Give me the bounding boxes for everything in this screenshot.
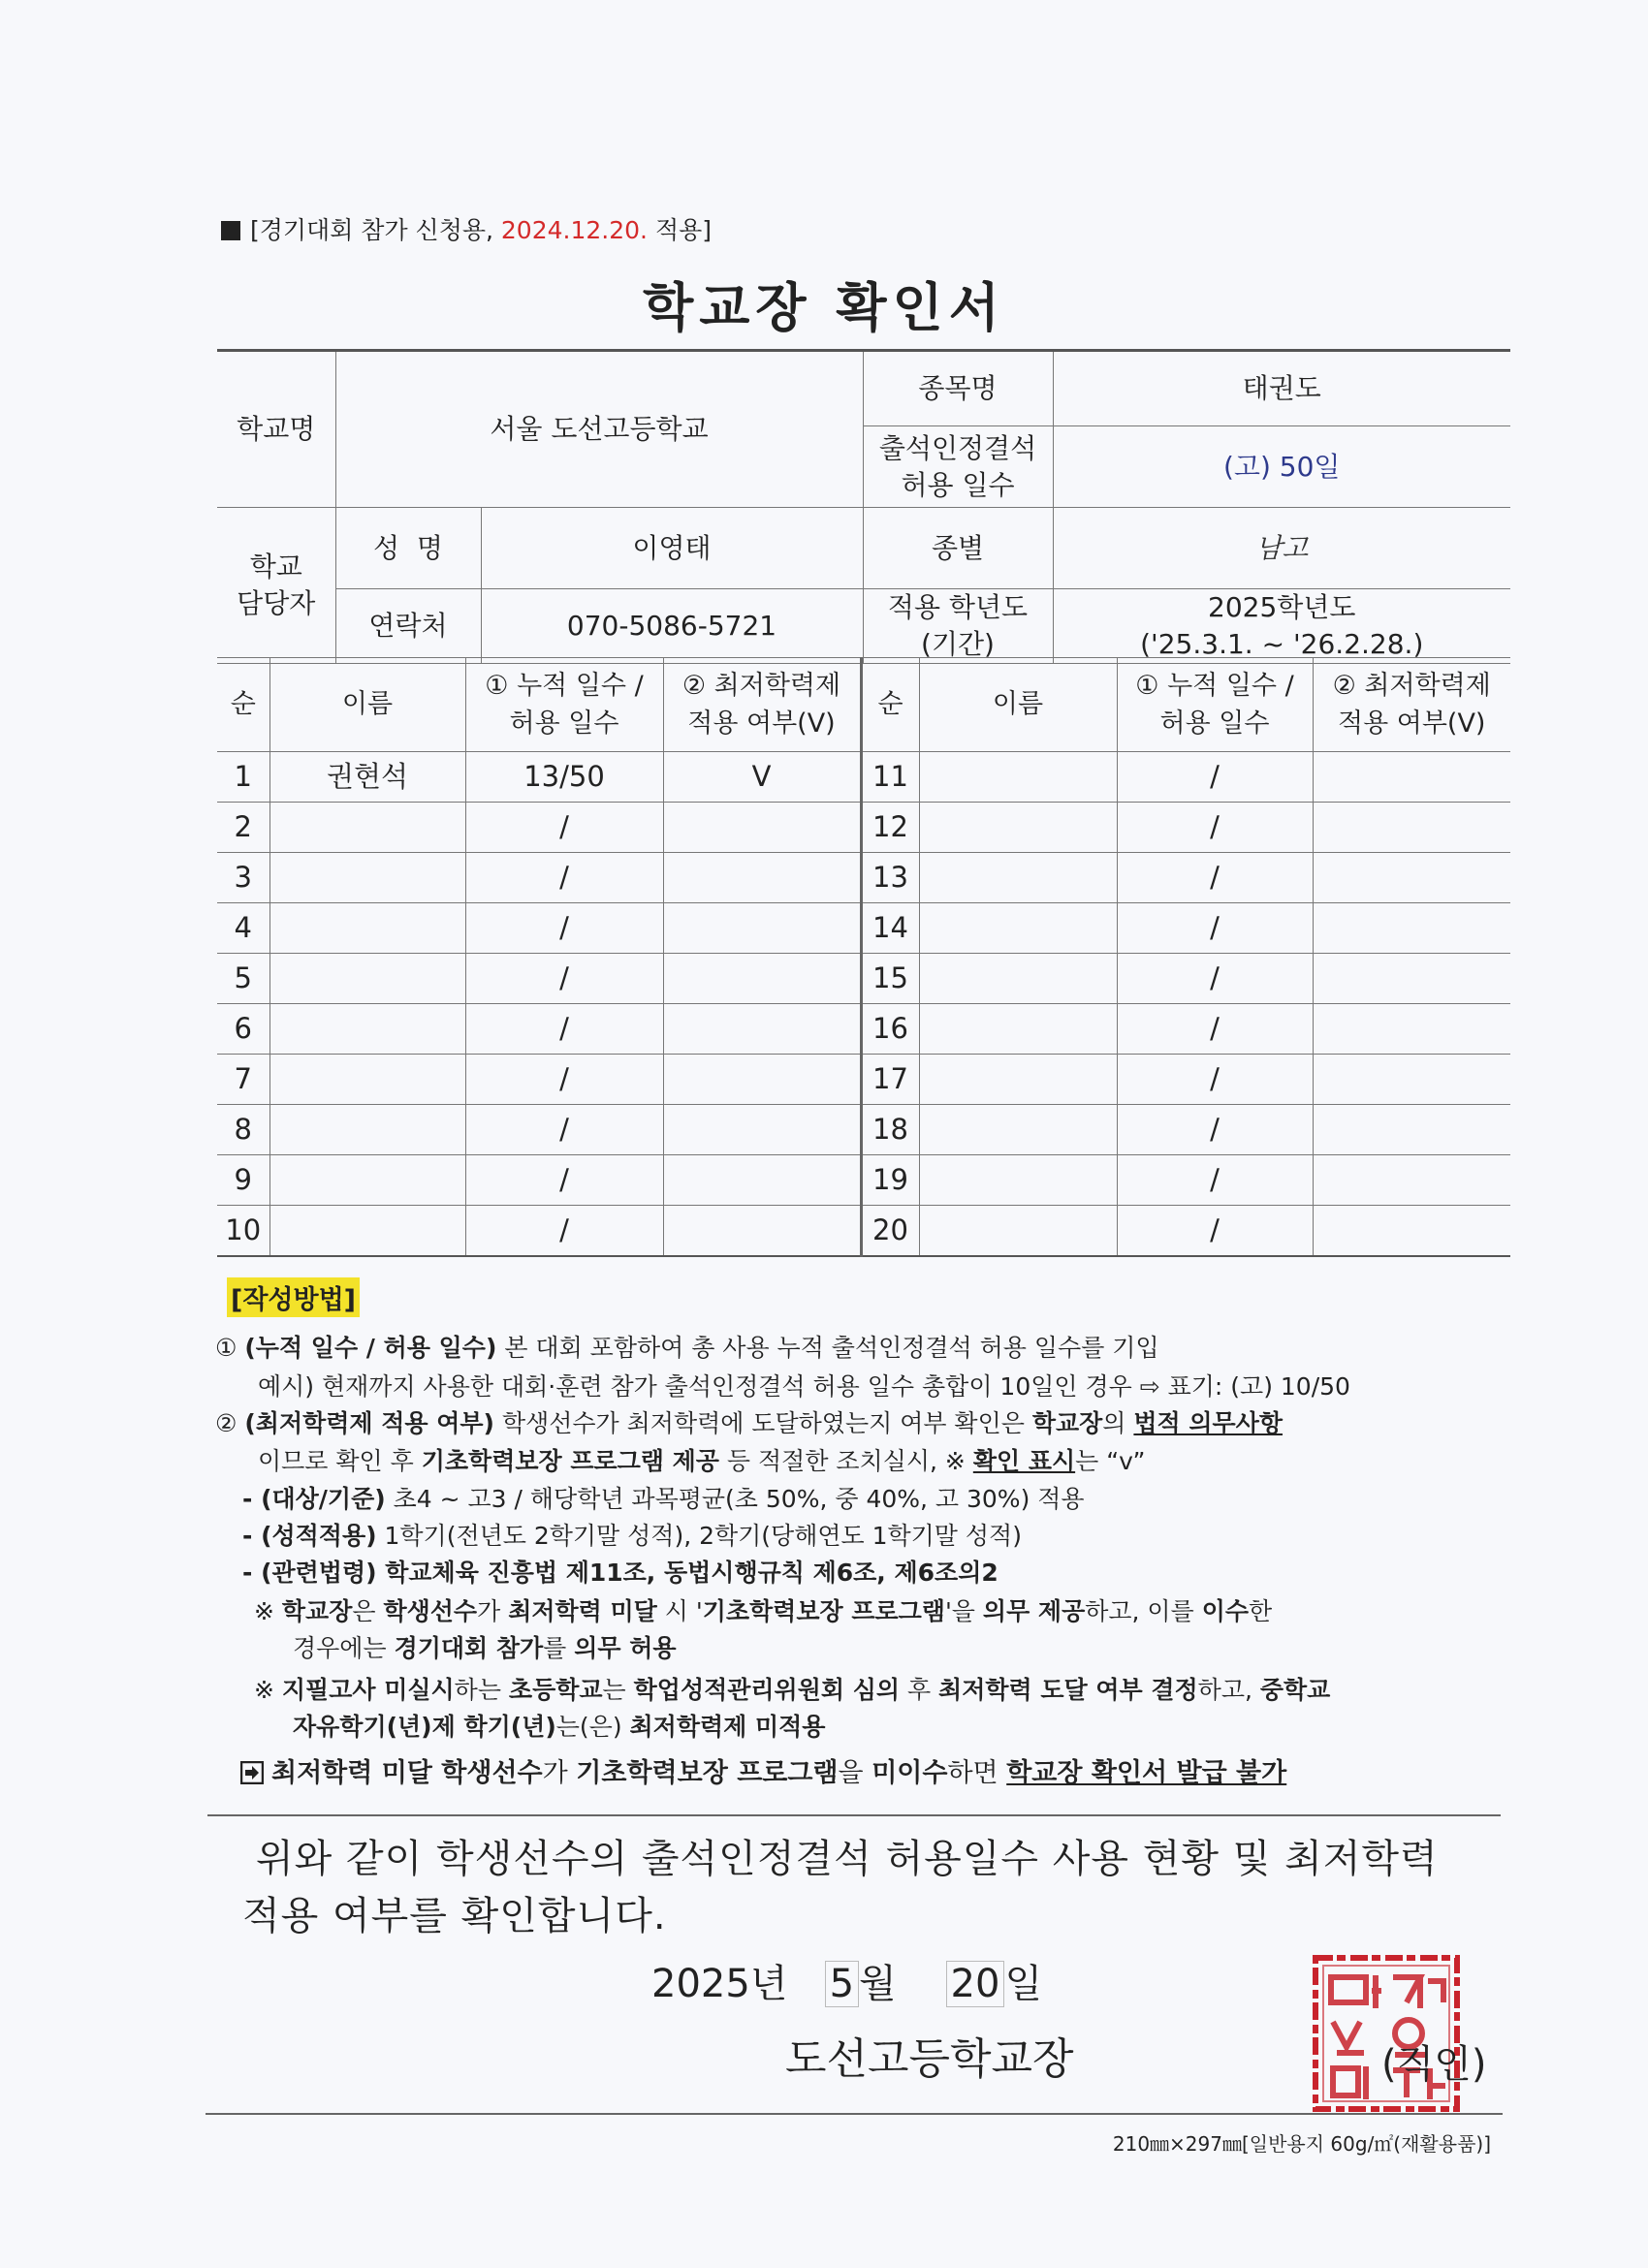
student-check-cell	[663, 853, 861, 903]
student-name-cell	[919, 954, 1117, 1004]
student-no-cell: 17	[861, 1055, 919, 1105]
absence-days-label: 출석인정결석 허용 일수	[863, 426, 1053, 508]
table-row	[217, 1105, 1510, 1155]
student-no-cell: 4	[217, 903, 269, 954]
student-no-cell: 8	[217, 1105, 269, 1155]
table-row	[217, 954, 1510, 1004]
student-name-cell	[919, 1206, 1117, 1257]
student-name-cell	[919, 1105, 1117, 1155]
student-check-cell	[663, 803, 861, 853]
student-check-cell	[663, 1004, 861, 1055]
student-no-cell: 11	[861, 752, 919, 803]
school-name-value: 서울 도선고등학교	[335, 351, 863, 508]
method-item-1: ① (누적 일수 / 허용 일수) 본 대회 포함하여 총 사용 누적 출석인정결석 허용 일수를 기입	[215, 1334, 1159, 1362]
table-row	[217, 1155, 1510, 1206]
note-date: 2024.12.20.	[500, 216, 648, 244]
student-name-cell	[919, 1055, 1117, 1105]
student-check-cell	[1313, 803, 1510, 853]
student-no-cell: 12	[861, 803, 919, 853]
student-no-cell: 3	[217, 853, 269, 903]
method-note-1-line2: 경우에는 경기대회 참가를 의무 허용	[293, 1634, 677, 1662]
student-name-cell	[919, 853, 1117, 903]
method-note-2-line2: 자유학기(년)제 학기(년)는(은) 최저학력제 미적용	[293, 1713, 826, 1741]
student-days-cell: /	[465, 954, 663, 1004]
student-days-cell: /	[1117, 1055, 1313, 1105]
student-name-cell	[919, 803, 1117, 853]
form-note: [경기대회 참가 신청용, 2024.12.20. 적용]	[221, 211, 712, 246]
student-name-cell	[919, 752, 1117, 803]
student-no-cell: 2	[217, 803, 269, 853]
method-note-2: ※ 지필고사 미실시하는 초등학교는 학업성적관리위원회 심의 후 최저학력 도달 여부 결정하고, 중학교	[254, 1676, 1331, 1704]
confirmation-date: 2025년 5 월 20 일	[651, 1962, 1043, 2006]
school-year-value: 2025학년도 ('25.3.1. ~ '26.2.28.)	[1053, 589, 1510, 664]
method-item-2-line2: 이므로 확인 후 기초학력보장 프로그램 제공 등 적절한 조치실시, ※ 확인 표시는 “v”	[258, 1447, 1146, 1475]
warning-line: 최저학력 미달 학생선수가 기초학력보장 프로그램을 미이수하면 학교장 확인서 발급 불가	[240, 1760, 1286, 1786]
seal-label: (직인)	[1381, 2042, 1487, 2087]
student-check-cell	[1313, 853, 1510, 903]
student-days-cell: /	[1117, 1105, 1313, 1155]
table-row	[217, 1206, 1510, 1257]
student-name-cell	[269, 853, 465, 903]
student-days-cell: /	[1117, 954, 1313, 1004]
method-sub-grades: - (성적적용) 1학기(전년도 2학기말 성적), 2학기(당해연도 1학기말 성적)	[242, 1522, 1022, 1550]
student-check-cell	[663, 1206, 861, 1257]
student-check-cell	[1313, 1105, 1510, 1155]
table-row	[217, 853, 1510, 903]
confirmation-line-2: 적용 여부를 확인합니다.	[242, 1894, 667, 1938]
student-days-cell: /	[465, 1155, 663, 1206]
paper-spec: 210㎜×297㎜[일반용지 60g/㎡(재활용품)]	[1112, 2132, 1491, 2156]
student-days-cell: /	[1117, 752, 1313, 803]
student-name-cell	[919, 1155, 1117, 1206]
student-days-cell: /	[465, 1105, 663, 1155]
method-sub-law: - (관련법령) 학교체육 진흥법 제11조, 동법시행규칙 제6조, 제6조의2	[242, 1559, 998, 1587]
sport-value: 태권도	[1053, 351, 1510, 426]
student-check-cell	[663, 1105, 861, 1155]
student-check-cell	[1313, 1155, 1510, 1206]
method-item-2: ② (최저학력제 적용 여부) 학생선수가 최저학력에 도달하였는지 여부 확인은 학교장의 법적 의무사항	[215, 1409, 1284, 1437]
student-no-cell: 13	[861, 853, 919, 903]
page-title: 학교장 확인서	[643, 277, 1005, 338]
student-no-cell: 19	[861, 1155, 919, 1206]
student-days-cell: /	[1117, 1004, 1313, 1055]
student-days-cell: /	[1117, 853, 1313, 903]
header-check: ② 최저학력제 적용 여부(V)	[663, 658, 861, 752]
confirmation-line-1: 위와 같이 학생선수의 출석인정결석 허용일수 사용 현황 및 최저학력	[256, 1837, 1439, 1881]
gender-label: 종별	[863, 508, 1053, 589]
student-name-cell: 권현석	[269, 752, 465, 803]
sport-label: 종목명	[863, 351, 1053, 426]
student-check-cell: V	[663, 752, 861, 803]
student-no-cell: 6	[217, 1004, 269, 1055]
school-year-label: 적용 학년도 (기간)	[863, 589, 1053, 664]
student-days-cell: /	[465, 853, 663, 903]
method-sub-target: - (대상/기준) 초4 ~ 고3 / 해당학년 과목평균(초 50%, 중 40%, 고 30%) 적용	[242, 1485, 1085, 1513]
student-days-cell: /	[465, 1055, 663, 1105]
student-check-cell	[1313, 1206, 1510, 1257]
student-days-cell: /	[1117, 1206, 1313, 1257]
student-name-cell	[269, 1206, 465, 1257]
table-row	[217, 752, 1510, 803]
student-no-cell: 1	[217, 752, 269, 803]
student-no-cell: 10	[217, 1206, 269, 1257]
student-days-cell: /	[465, 903, 663, 954]
header-name: 이름	[269, 658, 465, 752]
student-check-cell	[1313, 903, 1510, 954]
student-days-cell: 13/50	[465, 752, 663, 803]
student-name-cell	[269, 803, 465, 853]
method-note-1: ※ 학교장은 학생선수가 최저학력 미달 시 '기초학력보장 프로그램'을 의무 제공하고, 이를 이수한	[254, 1597, 1273, 1625]
student-check-cell	[663, 1155, 861, 1206]
student-name-cell	[269, 1055, 465, 1105]
header-no: 순	[861, 658, 919, 752]
phone-value: 070-5086-5721	[481, 589, 863, 664]
student-days-cell: /	[1117, 903, 1313, 954]
student-name-cell	[919, 1004, 1117, 1055]
student-check-cell	[663, 1055, 861, 1105]
student-name-cell	[269, 1004, 465, 1055]
student-days-cell: /	[1117, 803, 1313, 853]
school-name-label: 학교명	[217, 351, 335, 508]
student-days-cell: /	[465, 803, 663, 853]
method-item-1-example: 예시) 현재까지 사용한 대회·훈련 참가 출석인정결석 허용 일수 총합이 10일인 경우 ⇨ 표기: (고) 10/50	[258, 1372, 1350, 1401]
header-days: ① 누적 일수 / 허용 일수	[465, 658, 663, 752]
square-bullet-icon	[221, 221, 240, 240]
table-row	[217, 1055, 1510, 1105]
student-name-cell	[269, 1105, 465, 1155]
name-value: 이영태	[481, 508, 863, 589]
student-table	[217, 657, 1510, 1257]
student-no-cell: 7	[217, 1055, 269, 1105]
header-no: 순	[217, 658, 269, 752]
divider	[207, 1814, 1501, 1816]
contact-person-label: 학교 담당자	[217, 508, 335, 664]
student-name-cell	[269, 903, 465, 954]
student-days-cell: /	[1117, 1155, 1313, 1206]
principal-name: 도선고등학교장	[785, 2034, 1074, 2084]
header-name: 이름	[919, 658, 1117, 752]
student-no-cell: 5	[217, 954, 269, 1004]
student-check-cell	[663, 903, 861, 954]
student-days-cell: /	[465, 1004, 663, 1055]
name-label: 성 명	[335, 508, 481, 589]
table-row	[217, 1004, 1510, 1055]
phone-label: 연락처	[335, 589, 481, 664]
student-no-cell: 9	[217, 1155, 269, 1206]
student-name-cell	[269, 954, 465, 1004]
gender-value: 남고	[1053, 508, 1510, 589]
table-row	[217, 903, 1510, 954]
student-check-cell	[663, 954, 861, 1004]
month-value: 5	[825, 1961, 859, 2007]
student-no-cell: 20	[861, 1206, 919, 1257]
absence-days-value: (고) 50일	[1053, 426, 1510, 508]
student-check-cell	[1313, 1004, 1510, 1055]
student-name-cell	[269, 1155, 465, 1206]
header-check: ② 최저학력제 적용 여부(V)	[1313, 658, 1510, 752]
student-check-cell	[1313, 752, 1510, 803]
table-row	[217, 803, 1510, 853]
student-no-cell: 15	[861, 954, 919, 1004]
method-title: [작성방법]	[227, 1277, 360, 1317]
student-check-cell	[1313, 1055, 1510, 1105]
student-no-cell: 14	[861, 903, 919, 954]
arrow-box-icon	[240, 1761, 264, 1784]
day-value: 20	[946, 1961, 1005, 2007]
student-check-cell	[1313, 954, 1510, 1004]
footer-divider	[206, 2113, 1503, 2115]
school-info-table	[217, 349, 1510, 664]
student-name-cell	[919, 903, 1117, 954]
student-days-cell: /	[465, 1206, 663, 1257]
student-no-cell: 18	[861, 1105, 919, 1155]
header-days: ① 누적 일수 / 허용 일수	[1117, 658, 1313, 752]
student-no-cell: 16	[861, 1004, 919, 1055]
